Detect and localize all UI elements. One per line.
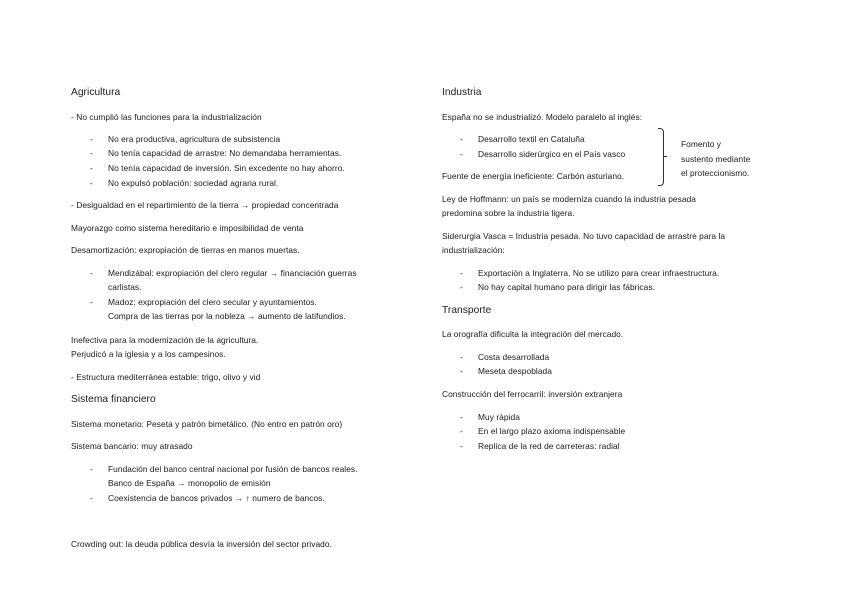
- perjudico-text: Perjudicó a la iglesia y a los campesinos.: [71, 349, 226, 359]
- agri-bullet-1: No era productiva, agricultura de subsistencia: [108, 134, 281, 144]
- bullet-dash: -: [460, 441, 463, 451]
- heading-agricultura: Agricultura: [71, 87, 121, 98]
- agri-bullet-4: No expulsó población: sociedad agraria rural.: [108, 178, 279, 188]
- sistema-bancario-text: Sistema bancario: muy atrasado: [71, 441, 193, 451]
- madoz-line2: Compra de las tierras por la nobleza → aumento de latifundios.: [108, 311, 346, 321]
- bullet-dash: -: [90, 148, 93, 158]
- fc-bullet-3: Replica de la red de carreteras: radial: [478, 441, 620, 451]
- agri-bullet-2: No tenía capacidad de arrastre: No demandaba herramientas.: [108, 148, 342, 158]
- bullet-dash: -: [460, 366, 463, 376]
- crowding-out-text: Crowding out: la deuda pública desvía la inversión del sector privado.: [71, 539, 332, 549]
- heading-sistema-financiero: Sistema financiero: [71, 394, 156, 405]
- bullet-dash: -: [460, 149, 463, 159]
- coexistencia-text: Coexistencia de bancos privados → ↑ numero de bancos.: [108, 493, 325, 503]
- agri-bullet-3: No tenía capacidad de inversión. Sin excedente no hay ahorro.: [108, 163, 345, 173]
- bullet-dash: -: [90, 178, 93, 188]
- heading-industria: Industria: [442, 87, 482, 98]
- mayorazgo-text: Mayorazgo como sistema hereditario e imposibilidad de venta: [71, 223, 304, 233]
- bullet-dash: -: [90, 163, 93, 173]
- hoffmann-line1: Ley de Hoffmann: un país se moderniza cuando la industria pesada: [442, 194, 696, 204]
- brace-note-line1: Fomento y: [681, 139, 722, 149]
- sistema-monetario-text: Sistema monetario: Peseta y patrón bimetálico. (No entro en patrón oro): [71, 419, 343, 429]
- bullet-dash: -: [90, 134, 93, 144]
- bullet-dash: -: [460, 426, 463, 436]
- agricultura-intro: - No cumplió las funciones para la industrialización: [71, 112, 262, 122]
- orografia-text: La orografía dificulta la integración del mercado.: [442, 329, 624, 339]
- fc-bullet-2: En el largo plazo axioma indispensable: [478, 426, 626, 436]
- bullet-dash: -: [460, 268, 463, 278]
- bullet-dash: -: [90, 493, 93, 503]
- bullet-dash: -: [460, 412, 463, 422]
- fc-bullet-1: Muy rápida: [478, 412, 520, 422]
- ind-bullet-2: Desarrollo siderúrgico en el País vasco: [478, 149, 626, 159]
- bullet-dash: -: [460, 352, 463, 362]
- fundacion-line1: Fundación del banco central nacional por fusión de bancos reales.: [108, 464, 358, 474]
- bullet-dash: -: [460, 134, 463, 144]
- brace-note-line3: el proteccionismo.: [681, 168, 750, 178]
- sid-bullet-1: Exportación a Inglaterra. No se utilizo para crear infraestructura.: [478, 268, 720, 278]
- energia-text: Fuente de energía ineficiente: Carbón asturiano.: [442, 171, 625, 181]
- bullet-dash: -: [460, 282, 463, 292]
- siderurgia-line2: industrialización:: [442, 245, 505, 255]
- ind-bullet-1: Desarrollo textil en Cataluña: [478, 134, 585, 144]
- brace-tick: [663, 156, 667, 157]
- right-brace: [658, 128, 664, 186]
- mendizabal-line2: carlistas.: [108, 282, 142, 292]
- desigualdad-text: - Desigualdad en el repartimiento de la tierra → propiedad concentrada: [71, 200, 339, 210]
- inefectiva-text: Inefectiva para la modernización de la agricultura.: [71, 335, 259, 345]
- mendizabal-line1: Mendizábal: expropiación del clero regular → financiación guerras: [108, 268, 357, 278]
- heading-transporte: Transporte: [442, 305, 492, 316]
- bullet-dash: -: [90, 464, 93, 474]
- estructura-text: - Estructura mediterránea estable: trigo, olivo y vid: [71, 372, 261, 382]
- trans-bullet-2: Meseta despoblada: [478, 366, 552, 376]
- hoffmann-line2: predomina sobre la industria ligera.: [442, 208, 575, 218]
- sid-bullet-2: No hay capital humano para dirigir las fábricas.: [478, 282, 655, 292]
- siderurgia-line1: Siderurgia Vasca = Industria pesada. No tuvo capacidad de arrastre para la: [442, 231, 726, 241]
- bullet-dash: -: [90, 268, 93, 278]
- trans-bullet-1: Costa desarrollada: [478, 352, 550, 362]
- brace-note-line2: sustento mediante: [681, 154, 751, 164]
- industria-intro: España no se industrializó. Modelo paralelo al inglés:: [442, 112, 643, 122]
- madoz-line1: Madoz: expropiación del clero secular y ayuntamientos.: [108, 297, 317, 307]
- bullet-dash: -: [90, 297, 93, 307]
- fundacion-line2: Banco de España → monopolio de emisión: [108, 478, 271, 488]
- desamortizacion-text: Desamortización: expropiación de tierras en manos muertas.: [71, 245, 300, 255]
- ferrocarril-text: Construcción del ferrocarril: inversión extranjera: [442, 389, 623, 399]
